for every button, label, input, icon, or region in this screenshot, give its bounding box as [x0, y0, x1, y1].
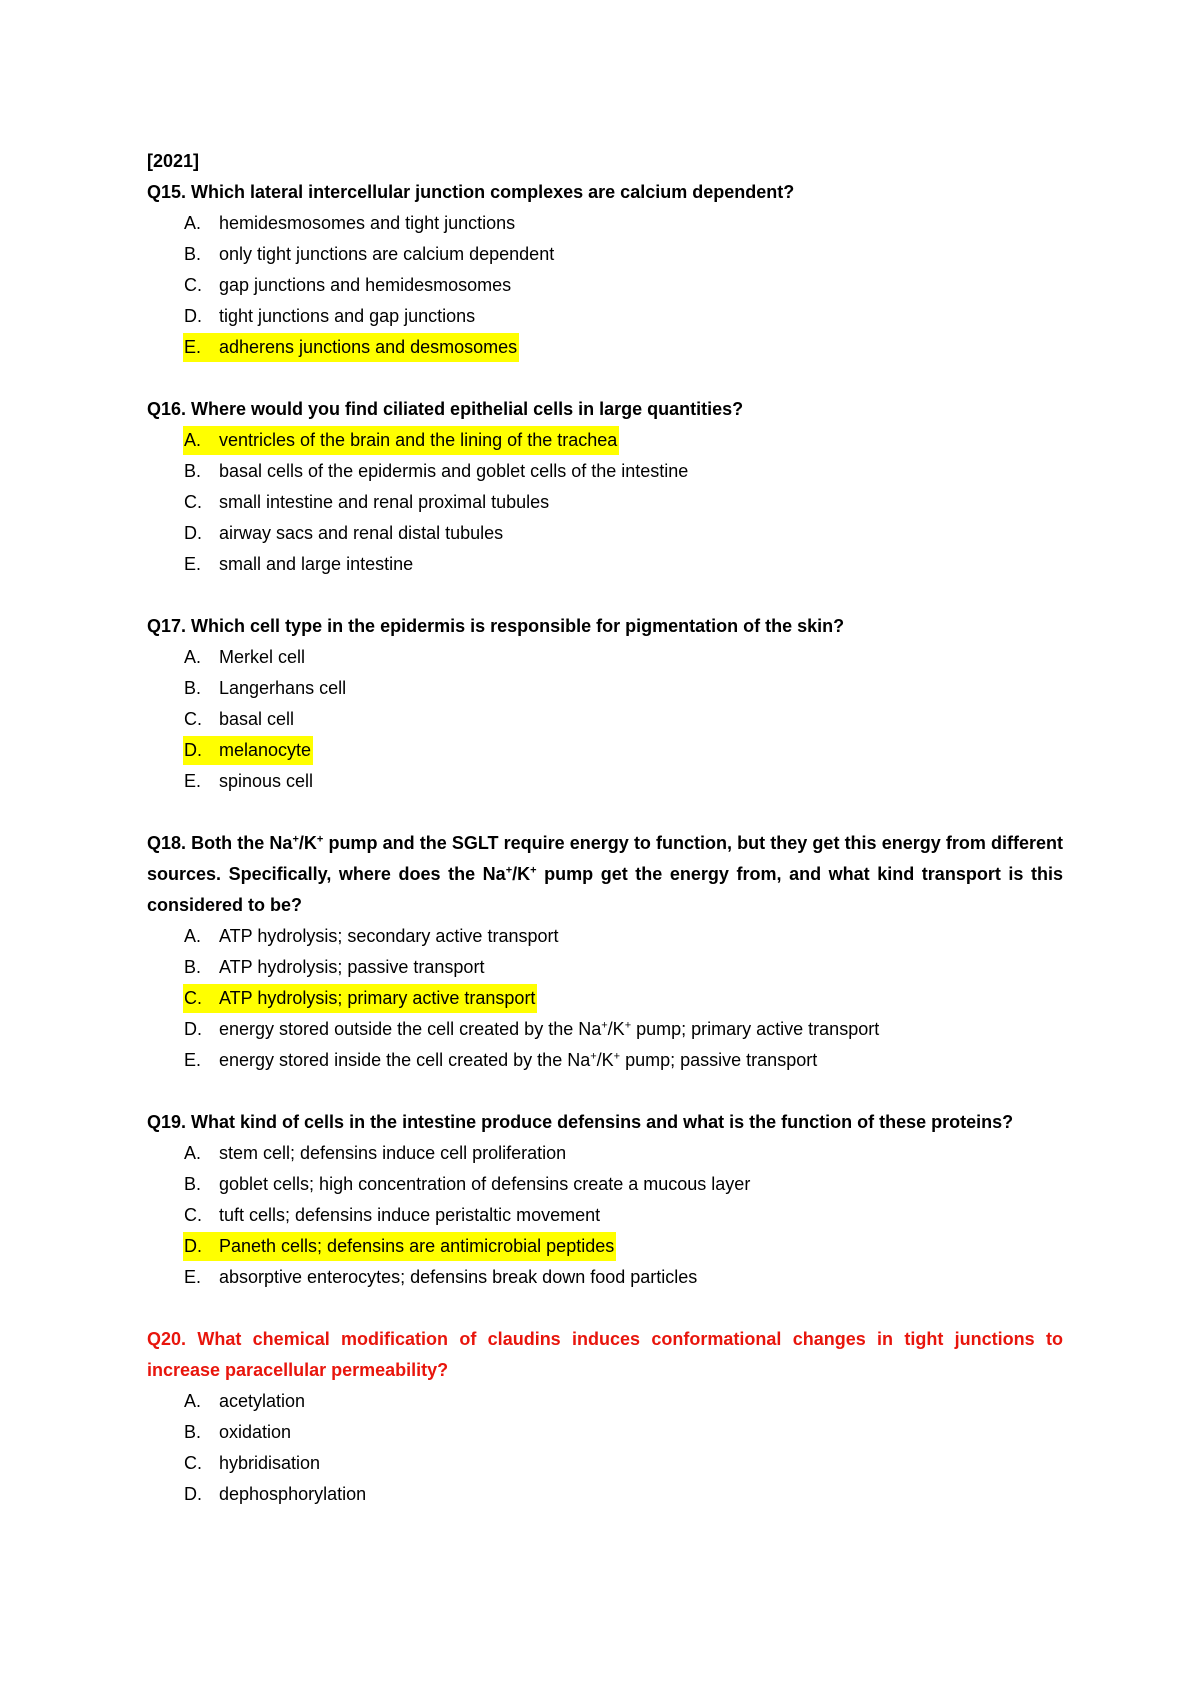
exam-year: [2021]	[147, 151, 200, 171]
question-title	[147, 394, 1063, 425]
answer-text	[183, 1046, 819, 1075]
option-letter: C.	[184, 988, 202, 1008]
text-segment: ATP hydrolysis; primary active transport	[219, 988, 536, 1008]
highlighted-answer	[183, 984, 537, 1013]
answer-option	[147, 952, 1063, 983]
question-number: Q15.	[147, 182, 187, 202]
option-letter: D.	[184, 1236, 202, 1256]
answer-text	[183, 1418, 293, 1447]
answer-options	[147, 921, 1063, 1076]
text-segment: dephosphorylation	[219, 1484, 367, 1504]
text-segment: only tight junctions are calcium dependent	[219, 244, 555, 264]
answer-option	[147, 487, 1063, 518]
highlighted-answer	[183, 1232, 616, 1261]
answer-option	[147, 1479, 1063, 1510]
text-segment: tight junctions and gap junctions	[219, 306, 476, 326]
text-segment: ATP hydrolysis; passive transport	[219, 957, 485, 977]
answer-option	[147, 301, 1063, 332]
superscript: +	[505, 864, 513, 877]
answer-option	[147, 766, 1063, 797]
answer-option	[147, 456, 1063, 487]
question-title	[147, 1324, 1063, 1386]
text-segment: pump get the energy from, and what kind transport is this considered to be?	[147, 864, 1063, 915]
answer-options	[147, 1138, 1063, 1293]
answer-text	[183, 643, 307, 672]
text-segment: Merkel cell	[219, 647, 306, 667]
answer-option	[147, 208, 1063, 239]
answer-option	[147, 1386, 1063, 1417]
answer-option	[147, 1014, 1063, 1045]
text-segment: pump; passive transport	[620, 1050, 818, 1070]
answer-option	[147, 983, 1063, 1014]
question-number: Q19.	[147, 1112, 187, 1132]
answer-text	[183, 457, 690, 486]
option-letter: B.	[184, 1174, 202, 1194]
option-letter: E.	[184, 1050, 202, 1070]
option-letter: C.	[184, 709, 202, 729]
answer-text	[183, 1387, 307, 1416]
question-number: Q16.	[147, 399, 187, 419]
text-segment: pump; primary active transport	[631, 1019, 880, 1039]
answer-option	[147, 921, 1063, 952]
answer-option	[147, 1169, 1063, 1200]
answer-option	[147, 1262, 1063, 1293]
question-block	[147, 611, 1063, 797]
text-segment: small intestine and renal proximal tubules	[219, 492, 550, 512]
text-segment: Both the Na	[191, 833, 293, 853]
answer-option	[147, 1231, 1063, 1262]
question-title	[147, 1107, 1063, 1138]
option-letter: B.	[184, 244, 202, 264]
option-letter: C.	[184, 1453, 202, 1473]
text-segment: airway sacs and renal distal tubules	[219, 523, 504, 543]
superscript: +	[601, 1019, 608, 1032]
answer-text	[183, 1480, 368, 1509]
text-segment: basal cells of the epidermis and goblet cells of the intestine	[219, 461, 689, 481]
text-segment: energy stored outside the cell created by the Na	[219, 1019, 602, 1039]
answer-option	[147, 704, 1063, 735]
option-letter: E.	[184, 771, 202, 791]
question-block	[147, 1324, 1063, 1510]
option-letter: B.	[184, 678, 202, 698]
answer-text	[183, 922, 560, 951]
text-segment: Which cell type in the epidermis is responsible for pigmentation of the skin?	[191, 616, 845, 636]
text-segment: /K	[596, 1050, 614, 1070]
answer-options	[147, 208, 1063, 363]
option-letter: A.	[184, 647, 202, 667]
answer-option	[147, 332, 1063, 363]
text-segment: small and large intestine	[219, 554, 414, 574]
answer-option	[147, 1200, 1063, 1231]
answer-option	[147, 425, 1063, 456]
question-block	[147, 828, 1063, 1076]
answer-option	[147, 549, 1063, 580]
document-page	[147, 146, 1063, 1541]
answer-options	[147, 642, 1063, 797]
superscript: +	[316, 833, 324, 846]
answer-options	[147, 425, 1063, 580]
option-letter: B.	[184, 1422, 202, 1442]
option-letter: D.	[184, 306, 202, 326]
superscript: +	[590, 1050, 597, 1063]
question-block	[147, 177, 1063, 363]
option-letter: D.	[184, 523, 202, 543]
option-letter: A.	[184, 1391, 202, 1411]
text-segment: energy stored inside the cell created by the Na	[219, 1050, 591, 1070]
answer-option	[147, 1138, 1063, 1169]
text-segment: /K	[512, 864, 531, 884]
question-title	[147, 828, 1063, 921]
answer-option	[147, 1045, 1063, 1076]
answer-option	[147, 518, 1063, 549]
answer-option	[147, 673, 1063, 704]
text-segment: stem cell; defensins induce cell proliferation	[219, 1143, 567, 1163]
text-segment: basal cell	[219, 709, 295, 729]
question-number: Q18.	[147, 833, 187, 853]
superscript: +	[624, 1019, 632, 1032]
option-letter: E.	[184, 554, 202, 574]
option-letter: C.	[184, 275, 202, 295]
text-segment: spinous cell	[219, 771, 314, 791]
text-segment: What chemical modification of claudins induces conformational changes in tight junctions to increase paracellular permeability?	[147, 1329, 1063, 1380]
answer-text	[183, 767, 315, 796]
answer-option	[147, 642, 1063, 673]
answer-option	[147, 1448, 1063, 1479]
option-letter: E.	[184, 337, 202, 357]
option-letter: A.	[184, 430, 202, 450]
option-letter: C.	[184, 1205, 202, 1225]
answer-text	[183, 519, 505, 548]
text-segment: hybridisation	[219, 1453, 321, 1473]
text-segment: adherens junctions and desmosomes	[219, 337, 518, 357]
answer-option	[147, 270, 1063, 301]
text-segment: acetylation	[219, 1391, 306, 1411]
option-letter: A.	[184, 926, 202, 946]
answer-option	[147, 735, 1063, 766]
question-number: Q20.	[147, 1329, 187, 1349]
text-segment: ATP hydrolysis; secondary active transport	[219, 926, 559, 946]
question-title	[147, 611, 1063, 642]
text-segment: absorptive enterocytes; defensins break down food particles	[219, 1267, 698, 1287]
text-segment: Paneth cells; defensins are antimicrobial peptides	[219, 1236, 615, 1256]
question-title	[147, 177, 1063, 208]
text-segment: melanocyte	[219, 740, 312, 760]
answer-text	[183, 240, 556, 269]
answer-text	[183, 1263, 699, 1292]
answer-option	[147, 1417, 1063, 1448]
answer-text	[183, 1015, 881, 1044]
question-block	[147, 394, 1063, 580]
text-segment: pump and the SGLT require energy to function, but they get this energy from different sources. Specifically, where does the Na	[147, 833, 1063, 884]
answer-text	[183, 1139, 568, 1168]
text-segment: Langerhans cell	[219, 678, 347, 698]
highlighted-answer	[183, 736, 313, 765]
text-segment: /K	[298, 833, 317, 853]
text-segment: Which lateral intercellular junction complexes are calcium dependent?	[191, 182, 795, 202]
answer-text	[183, 1449, 322, 1478]
highlighted-answer	[183, 333, 519, 362]
answer-text	[183, 550, 415, 579]
option-letter: E.	[184, 1267, 202, 1287]
answer-option	[147, 239, 1063, 270]
answer-text	[183, 953, 486, 982]
text-segment: oxidation	[219, 1422, 292, 1442]
text-segment: tuft cells; defensins induce peristaltic movement	[219, 1205, 601, 1225]
option-letter: B.	[184, 957, 202, 977]
option-letter: A.	[184, 213, 202, 233]
answer-text	[183, 705, 296, 734]
text-segment: ventricles of the brain and the lining of the trachea	[219, 430, 618, 450]
answer-text	[183, 674, 348, 703]
answer-options	[147, 1386, 1063, 1510]
question-number: Q17.	[147, 616, 187, 636]
option-letter: A.	[184, 1143, 202, 1163]
answer-text	[183, 1201, 602, 1230]
answer-text	[183, 209, 517, 238]
answer-text	[183, 302, 477, 331]
superscript: +	[530, 864, 537, 877]
question-list	[147, 177, 1063, 1510]
text-segment: What kind of cells in the intestine produce defensins and what is the function of these proteins?	[191, 1112, 1014, 1132]
question-block	[147, 1107, 1063, 1293]
answer-text	[183, 488, 551, 517]
text-segment: gap junctions and hemidesmosomes	[219, 275, 512, 295]
option-letter: D.	[184, 1019, 202, 1039]
answer-text	[183, 1170, 752, 1199]
text-segment: hemidesmosomes and tight junctions	[219, 213, 516, 233]
option-letter: B.	[184, 461, 202, 481]
option-letter: D.	[184, 1484, 202, 1504]
superscript: +	[292, 833, 299, 846]
text-segment: /K	[607, 1019, 625, 1039]
highlighted-answer	[183, 426, 619, 455]
option-letter: C.	[184, 492, 202, 512]
answer-text	[183, 271, 513, 300]
option-letter: D.	[184, 740, 202, 760]
text-segment: Where would you find ciliated epithelial cells in large quantities?	[191, 399, 744, 419]
text-segment: goblet cells; high concentration of defensins create a mucous layer	[219, 1174, 751, 1194]
superscript: +	[613, 1050, 621, 1063]
